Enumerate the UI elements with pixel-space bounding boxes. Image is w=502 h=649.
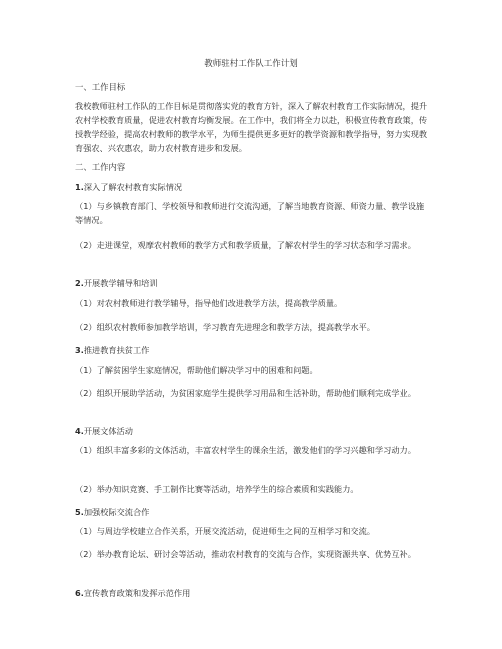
section-heading-content: 二、工作内容 — [75, 162, 126, 172]
item-number: 5. — [75, 507, 84, 517]
item-title: 深入了解农村教育实际情况 — [83, 182, 183, 192]
item-title: 宣传教育政策和发挥示范作用 — [83, 588, 191, 598]
sub-item: （2）走进课堂，观摩农村教师的教学方式和教学质量，了解农村学生的学习状态和学习需求。 — [75, 240, 416, 250]
sub-item: （2）组织开展助学活动，为贫困家庭学生提供学习用品和生活补助，帮助他们顺利完成学业。 — [75, 388, 416, 398]
item-number: 6. — [75, 588, 84, 598]
sub-item: （1）与周边学校建立合作关系，开展交流活动，促进师生之间的互相学习和交流。 — [75, 526, 375, 536]
item-number: 1. — [75, 182, 84, 192]
section-heading-goals: 一、工作目标 — [75, 82, 126, 92]
item-title: 加强校际交流合作 — [83, 507, 150, 517]
goals-paragraph: 我校教师驻村工作队的工作目标是贯彻落实党的教育方针，深入了解农村教育工作实际情况，提升农村学校教育质量，促进农村教育均衡发展。在工作中，我们将全力以赴，积极宣传教育政策，传授教学经验，提高农村教师的教学水平，为师生提供更多更好的教学资源和教学指导，努力实现教育强农、兴农惠农，助力农村教育进步和发展。 — [75, 101, 428, 153]
item-title: 推进教育扶贫工作 — [83, 345, 150, 355]
sub-item: （1）组织丰富多彩的文体活动，丰富农村学生的课余生活，激发他们的学习兴趣和学习动力。 — [75, 445, 416, 455]
item-heading — [75, 586, 431, 600]
item-heading — [75, 424, 431, 438]
sub-item: （2）组织农村教师参加教学培训，学习教育先进理念和教学方法，提高教学水平。 — [75, 322, 375, 332]
item-title: 开展教学辅导和培训 — [83, 278, 158, 288]
item-heading — [75, 343, 431, 357]
item-heading — [75, 180, 431, 194]
sub-item: （2）举办教育论坛、研讨会等活动，推动农村教育的交流与合作，实现资源共享、优势互补。 — [75, 549, 416, 559]
sub-item: （1）对农村教师进行教学辅导，指导他们改进教学方法，提高教学质量。 — [75, 298, 343, 308]
document-title: 教师驻村工作队工作计划 — [204, 59, 298, 69]
item-number: 3. — [75, 345, 84, 355]
item-heading — [75, 276, 431, 290]
item-title: 开展文体活动 — [83, 426, 133, 436]
sub-item: （1）与乡镇教育部门、学校领导和教师进行交流沟通，了解当地教育资源、师资力量、教学设施等情况。 — [75, 201, 425, 225]
item-number: 4. — [75, 426, 84, 436]
item-heading — [75, 505, 431, 519]
sub-item: （2）举办知识竞赛、手工制作比赛等活动，培养学生的综合素质和实践能力。 — [75, 484, 359, 494]
item-number: 2. — [75, 278, 84, 288]
sub-item: （1）了解贫困学生家庭情况，帮助他们解决学习中的困难和问题。 — [75, 365, 318, 375]
